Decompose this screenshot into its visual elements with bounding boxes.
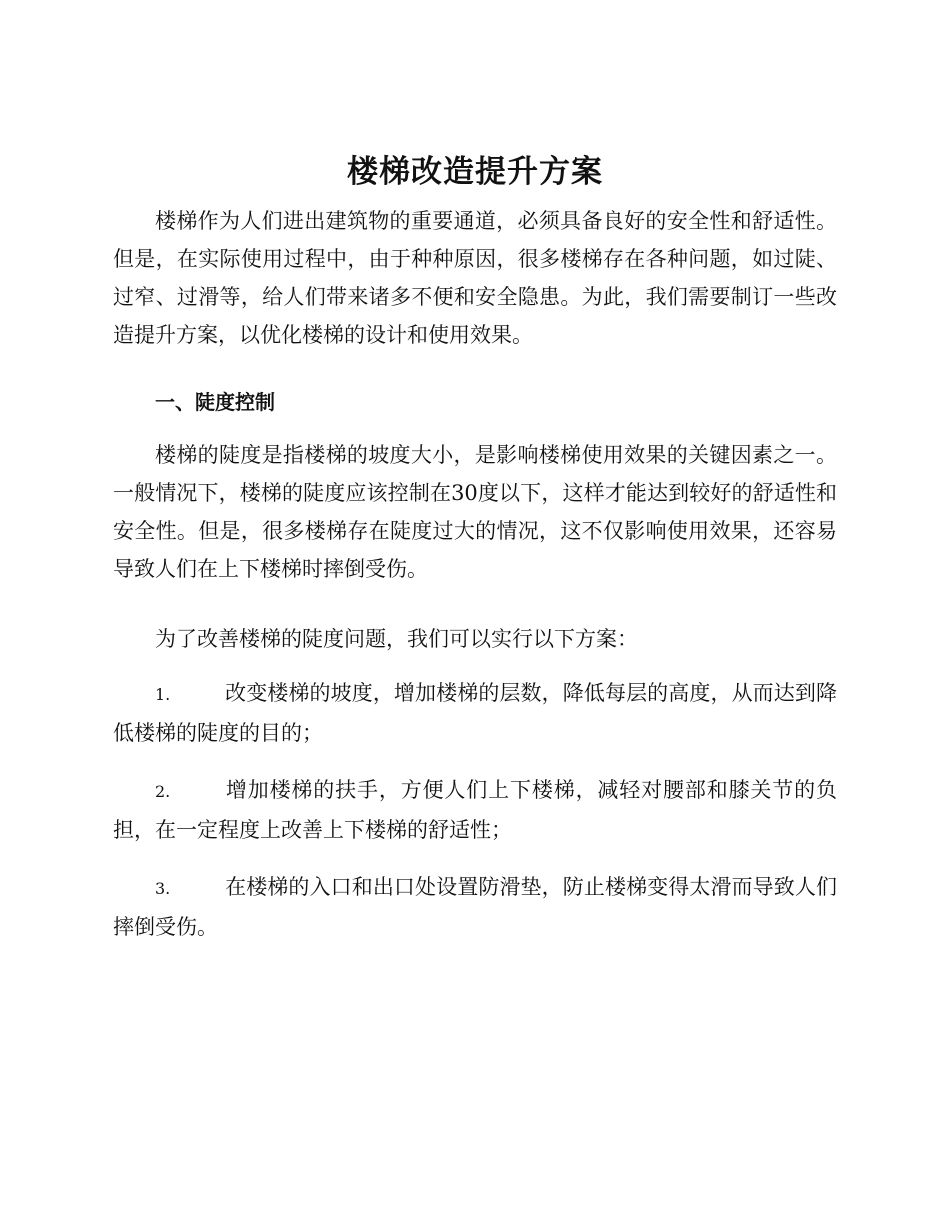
list-item-text: 在楼梯的入口和出口处设置防滑垫，防止楼梯变得太滑而导致人们摔倒受伤。	[113, 875, 837, 939]
list-item	[113, 674, 837, 752]
lead-paragraph: 为了改善楼梯的陡度问题，我们可以实行以下方案：	[155, 627, 638, 651]
section-paragraph: 楼梯的陡度是指楼梯的坡度大小，是影响楼梯使用效果的关键因素之一。一般情况下，楼梯的陡度应该控制在30度以下，这样才能达到较好的舒适性和安全性。但是，很多楼梯存在陡度过大的情况，这不仅影响使用效果，还容易导致人们在上下楼梯时摔倒受伤。	[113, 443, 837, 581]
list-item	[113, 771, 837, 849]
list-item-number: 1.	[155, 685, 171, 704]
intro-paragraph: 楼梯作为人们进出建筑物的重要通道，必须具备良好的安全性和舒适性。但是，在实际使用过程中，由于种种原因，很多楼梯存在各种问题，如过陡、过窄、过滑等，给人们带来诸多不便和安全隐患。为此，我们需要制订一些改造提升方案，以优化楼梯的设计和使用效果。	[113, 209, 837, 347]
list-item-text: 改变楼梯的坡度，增加楼梯的层数，降低每层的高度，从而达到降低楼梯的陡度的目的；	[113, 681, 837, 745]
section-heading: 一、陡度控制	[155, 390, 275, 414]
list-item-text: 增加楼梯的扶手，方便人们上下楼梯，减轻对腰部和膝关节的负担，在一定程度上改善上下楼梯的舒适性；	[113, 778, 837, 842]
list-item-number: 2.	[155, 782, 171, 801]
list-item	[113, 868, 837, 946]
list-item-number: 3.	[155, 879, 171, 898]
page-title: 楼梯改造提升方案	[347, 154, 603, 190]
